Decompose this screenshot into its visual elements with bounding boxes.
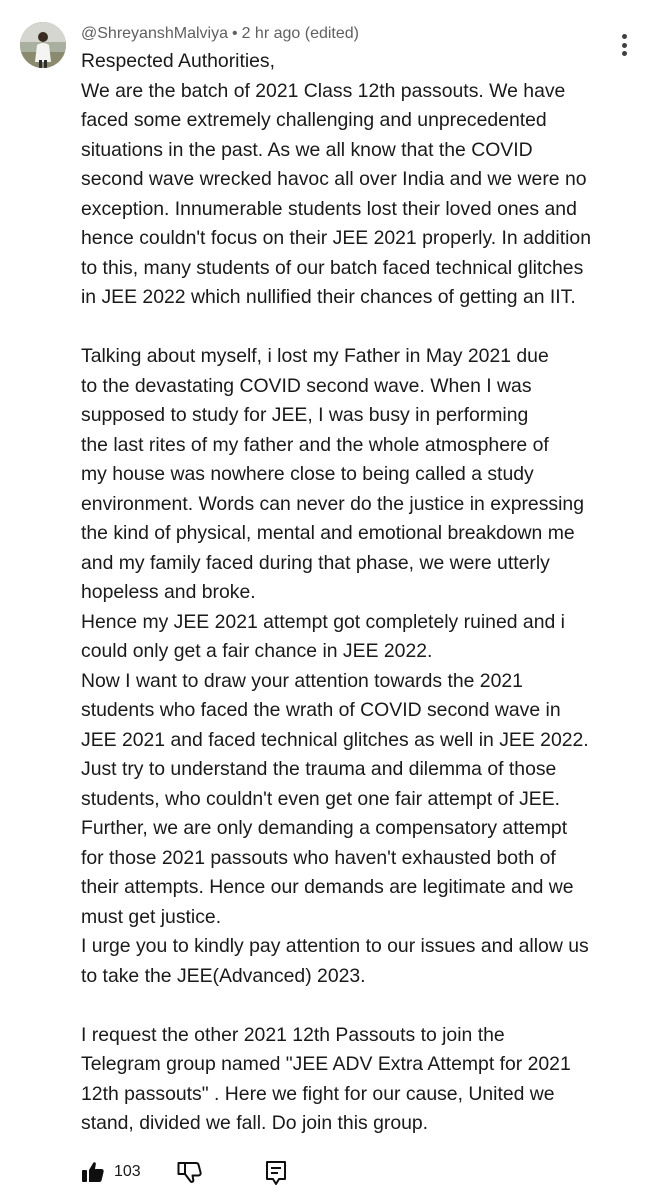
comment-line: Hence my JEE 2021 attempt got completely ruined and i bbox=[81, 610, 565, 633]
thumbs-down-outline-icon bbox=[177, 1160, 203, 1184]
like-count: 103 bbox=[114, 1163, 141, 1180]
separator-dot: • bbox=[231, 25, 238, 42]
comment-line: students who faced the wrath of COVID second wave in bbox=[81, 699, 561, 721]
author-name[interactable]: @ShreyanshMalviya bbox=[81, 25, 228, 42]
comment-line: in JEE 2022 which nullified their chances of getting an IIT. bbox=[81, 286, 576, 308]
comment-line: I request the other 2021 12th Passouts to join the bbox=[81, 1023, 505, 1046]
comment-line: We are the batch of 2021 Class 12th passouts. We have bbox=[81, 79, 566, 102]
reply-button[interactable] bbox=[264, 1160, 288, 1191]
comment-line: their attempts. Hence our demands are legitimate and we bbox=[81, 876, 574, 898]
comment-text bbox=[81, 47, 641, 1139]
comment-line: to take the JEE(Advanced) 2023. bbox=[81, 964, 366, 987]
comment-line: I urge you to kindly pay attention to our issues and allow us bbox=[81, 935, 589, 957]
comment-line: Telegram group named "JEE ADV Extra Attempt for 2021 bbox=[81, 1053, 571, 1075]
comment-line: could only get a fair chance in JEE 2022. bbox=[81, 640, 433, 662]
comment-line: Talking about myself, i lost my Father in May 2021 due bbox=[81, 345, 549, 367]
comment-line: faced some extremely challenging and unprecedented bbox=[81, 109, 547, 131]
comment-header bbox=[81, 22, 359, 46]
dislike-button[interactable] bbox=[177, 1160, 203, 1189]
comment-line: Now I want to draw your attention towards the 2021 bbox=[81, 669, 523, 692]
comment-line: Respected Authorities, bbox=[81, 50, 276, 72]
comment-line: to this, many students of our batch faced technical glitches bbox=[81, 256, 584, 279]
comment-line: exception. Innumerable students lost their loved ones and bbox=[81, 197, 577, 220]
comment-line: to the devastating COVID second wave. When I was bbox=[81, 374, 532, 397]
comment-line: Just try to understand the trauma and dilemma of those bbox=[81, 758, 557, 780]
comment-line: the last rites of my father and the whole atmosphere of bbox=[81, 433, 549, 456]
comment-line: must get justice. bbox=[81, 905, 222, 928]
comment-timestamp[interactable]: 2 hr ago (edited) bbox=[241, 25, 359, 42]
comment-line: the kind of physical, mental and emotional breakdown me bbox=[81, 522, 575, 544]
comment-line: hence couldn't focus on their JEE 2021 properly. In addition bbox=[81, 227, 591, 249]
comment-line: JEE 2021 and faced technical glitches as well in JEE 2022. bbox=[81, 728, 589, 751]
paragraph-break bbox=[81, 313, 641, 343]
comment-line: situations in the past. As we all know that the COVID bbox=[81, 138, 533, 161]
comment-line: second wave wrecked havoc all over India and we were no bbox=[81, 168, 587, 190]
comment-reply-icon bbox=[264, 1160, 288, 1186]
avatar[interactable] bbox=[20, 22, 66, 68]
like-button[interactable] bbox=[81, 1160, 141, 1184]
comment-line: hopeless and broke. bbox=[81, 581, 256, 603]
thumbs-up-filled-icon bbox=[81, 1160, 105, 1184]
paragraph-break bbox=[81, 991, 641, 1021]
comment-actions bbox=[81, 1160, 641, 1186]
more-vert-icon bbox=[622, 34, 627, 39]
comment-line: my house was nowhere close to being called a study bbox=[81, 463, 534, 485]
comment-line: 12th passouts" . Here we fight for our cause, United we bbox=[81, 1082, 555, 1105]
comment-line: for those 2021 passouts who haven't exhausted both of bbox=[81, 846, 556, 869]
comment-line: environment. Words can never do the justice in expressing bbox=[81, 492, 584, 515]
comment-line: students, who couldn't even get one fair attempt of JEE. bbox=[81, 787, 561, 810]
comment-line: and my family faced during that phase, we were utterly bbox=[81, 551, 550, 574]
comment-line: Further, we are only demanding a compensatory attempt bbox=[81, 817, 568, 839]
comment-line: supposed to study for JEE, I was busy in performing bbox=[81, 404, 529, 426]
comment-line: stand, divided we fall. Do join this group. bbox=[81, 1112, 429, 1134]
